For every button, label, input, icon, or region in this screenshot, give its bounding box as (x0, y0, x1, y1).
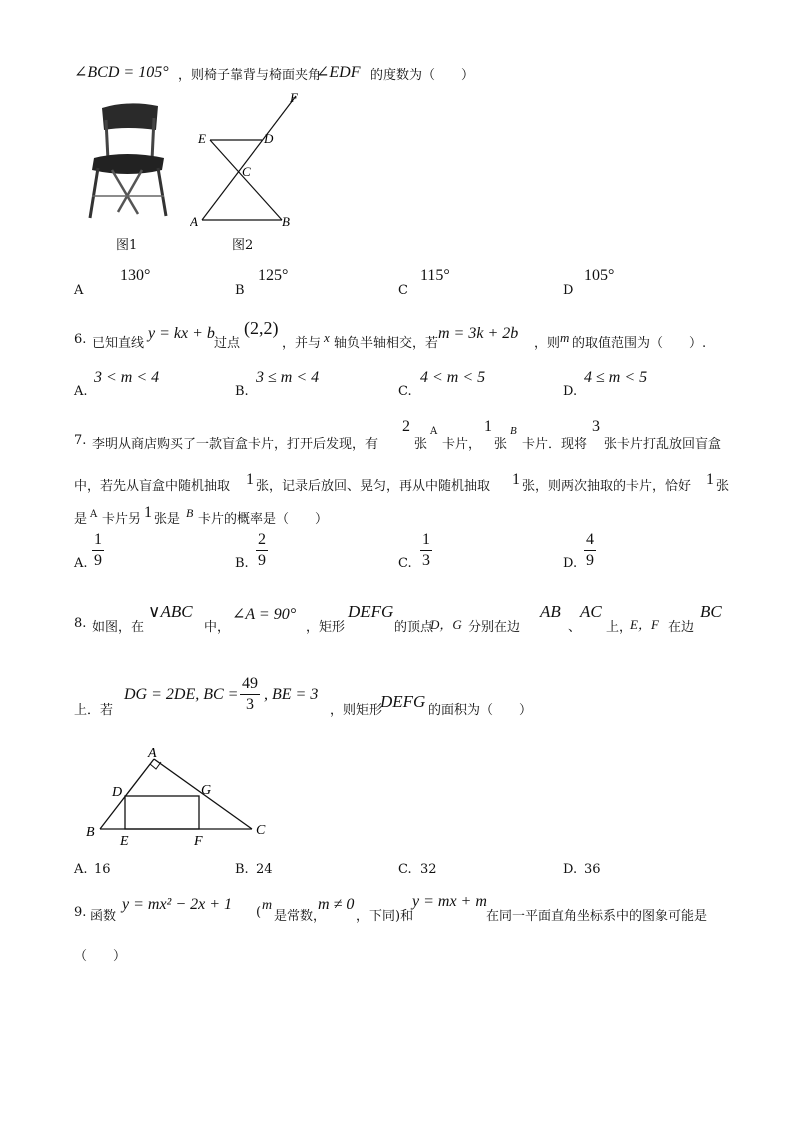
q5-text-tail: 的度数为（ ） (370, 68, 475, 83)
q7-card-b2: B (186, 506, 194, 520)
q8-fig-label-c: C (256, 823, 266, 838)
q7-option-a-den: 9 (94, 552, 102, 569)
q7-line1-d: 张 (494, 437, 508, 452)
q7-line3-c: 张是 (154, 512, 181, 527)
q7-option-c-letter[interactable]: C. (398, 556, 412, 571)
q6-line-equation: y = kx + b (148, 325, 215, 342)
q6-option-b-letter[interactable]: B. (235, 384, 249, 399)
q6-x: x (324, 330, 330, 345)
q8-figure (80, 744, 280, 850)
q7-option-b-letter[interactable]: B. (235, 556, 249, 571)
q8-option-d-letter[interactable]: D. (563, 862, 578, 877)
q7-num-1e: 1 (144, 504, 152, 521)
q7-option-d-fraction[interactable] (584, 532, 596, 569)
q7-line3-a: 是 (74, 512, 88, 527)
q6-option-c-letter[interactable]: C. (398, 384, 412, 399)
q7-option-b-den: 9 (258, 552, 266, 569)
q7-line1-f: 张卡片打乱放回盲盒 (604, 437, 722, 452)
q7-line3-d: 卡片的概率是（ ） (198, 512, 329, 527)
q9-text-4: ，下同)和 (356, 909, 414, 924)
q8-text-6: 、 (568, 620, 582, 635)
q5-option-c-value[interactable]: 115° (420, 267, 450, 284)
q7-line1-a: 李明从商店购买了一款盲盒卡片，打开后发现，有 (92, 437, 379, 452)
q5-option-c-letter[interactable]: C (398, 283, 408, 298)
q6-text-3: ，并与 (282, 336, 322, 351)
q7-option-d-num: 4 (584, 532, 596, 551)
q8-side-bc: BC (700, 602, 722, 621)
fig2-label-b: B (282, 214, 290, 229)
q8-text-8: 在边 (668, 620, 695, 635)
q6-option-a-letter[interactable]: A. (74, 384, 88, 399)
q8-text-4: 的顶点 (394, 620, 434, 635)
q6-number: 6. (74, 332, 87, 347)
q9-text-2: ( (256, 905, 262, 920)
q5-option-a-value[interactable]: 130° (120, 267, 151, 284)
q8-option-c-letter[interactable]: C. (398, 862, 412, 877)
q8-line2-b: ，则矩形 (330, 703, 383, 718)
q7-card-a: A (430, 426, 438, 437)
q7-option-d-den: 9 (586, 552, 594, 569)
q8-text-3: ，矩形 (306, 620, 346, 635)
q7-line1-e: 卡片．现将 (522, 437, 588, 452)
q9-condition: m ≠ 0 (318, 896, 355, 913)
q6-text-4: 轴负半轴相交，若 (334, 336, 439, 351)
q7-line3-b: 卡片另 (102, 512, 142, 527)
q8-line2-a: 上．若 (74, 703, 114, 718)
q8-text-1: 如图，在 (92, 620, 145, 635)
q8-side-ab: AB (540, 602, 561, 621)
q8-side-ac: AC (580, 602, 602, 621)
fig1-caption: 图1 (116, 238, 138, 253)
q8-fig-label-e: E (120, 834, 129, 849)
q8-text-2: 中， (204, 620, 231, 635)
q9-text-5: 在同一平面直角坐标系中的图象可能是 (486, 909, 708, 924)
fig2-label-d: D (264, 131, 274, 146)
q8-bc-fraction (240, 676, 260, 713)
q8-fig-label-f: F (194, 834, 203, 849)
q7-card-b: B (510, 425, 517, 437)
q8-condition-2: , BE = 3 (264, 686, 319, 703)
q8-frac-den: 3 (246, 696, 254, 713)
q6-option-c-value[interactable]: 4 < m < 5 (420, 369, 486, 386)
q8-fig-label-d: D (112, 785, 123, 800)
q8-option-a-value[interactable]: 16 (94, 862, 111, 877)
q5-option-b-letter[interactable]: B (235, 283, 245, 298)
q8-fig-label-g: G (201, 783, 212, 798)
q8-fig-label-b: B (86, 825, 95, 840)
chair-figure (78, 100, 178, 222)
q9-number: 9. (74, 905, 87, 920)
fig2-label-c: C (242, 164, 251, 179)
q7-line2-b: 张，记录后放回、晃匀，再从中随机抽取 (256, 479, 491, 494)
q7-num-3: 3 (592, 418, 600, 435)
q7-option-c-num: 1 (420, 532, 432, 551)
q8-rect: DEFG (348, 602, 394, 621)
q8-condition-1: DG = 2DE, BC = (124, 686, 239, 703)
q7-num-1b: 1 (246, 471, 254, 488)
q6-option-d-letter[interactable]: D. (563, 384, 578, 399)
q8-text-5: 分别在边 (468, 620, 521, 635)
q7-num-1c: 1 (512, 471, 520, 488)
q9-function-1: y = mx² − 2x + 1 (122, 896, 233, 913)
q6-option-d-value[interactable]: 4 ≤ m < 5 (584, 369, 648, 386)
q8-option-d-value[interactable]: 36 (584, 862, 601, 877)
q5-option-d-letter[interactable]: D (563, 283, 574, 298)
q9-text-1: 函数 (90, 909, 117, 924)
q7-line2-d: 张 (716, 479, 730, 494)
q6-m-equation: m = 3k + 2b (438, 325, 519, 342)
q7-card-a2: A (90, 509, 98, 520)
q6-text-5: ，则 (534, 336, 561, 351)
q7-option-d-letter[interactable]: D. (563, 556, 578, 571)
q6-text-1: 已知直线 (92, 336, 145, 351)
fig2-label-f: F (290, 90, 298, 105)
q6-point: (2,2) (244, 318, 279, 338)
q7-option-c-den: 3 (422, 552, 430, 569)
q7-option-b-fraction[interactable] (256, 532, 268, 569)
q6-option-b-value[interactable]: 3 ≤ m < 4 (256, 369, 320, 386)
q7-line2-a: 中，若先从盲盒中随机抽取 (74, 479, 231, 494)
q9-m: m (262, 898, 273, 913)
q7-num-1d: 1 (706, 471, 714, 488)
q7-option-a-num: 1 (92, 532, 104, 551)
q8-points-dg: D，G (430, 617, 462, 632)
q6-text-6: 的取值范围为（ ）. (572, 336, 707, 351)
q5-option-a-letter[interactable]: A (74, 283, 84, 298)
q5-angle-edf: ∠EDF (316, 64, 361, 81)
q7-num-2: 2 (402, 418, 410, 435)
q8-option-a-letter[interactable]: A. (74, 862, 88, 877)
q6-text-2: 过点 (214, 336, 241, 351)
fig2-label-e: E (198, 131, 206, 146)
q8-option-c-value[interactable]: 32 (420, 862, 437, 877)
q7-option-a-fraction[interactable] (92, 532, 104, 569)
q8-option-b-value[interactable]: 24 (256, 862, 273, 877)
fig2-label-a: A (190, 214, 198, 229)
q8-points-ef: E，F (630, 617, 659, 632)
q7-line2-c: 张，则两次抽取的卡片，恰好 (522, 479, 692, 494)
q8-angle-a: ∠A = 90° (232, 606, 297, 623)
q8-rect-2: DEFG (380, 692, 426, 711)
q5-option-d-value[interactable]: 105° (584, 267, 615, 284)
q6-m: m (560, 330, 570, 345)
q8-number: 8. (74, 616, 87, 631)
q8-fig-label-a: A (148, 746, 157, 761)
q7-line1-c: 卡片， (442, 437, 482, 452)
q5-text: ，则椅子靠背与椅面夹角 (178, 68, 322, 83)
q8-line2-c: 的面积为（ ） (428, 703, 533, 718)
q5-option-b-value[interactable]: 125° (258, 267, 289, 284)
q7-num-1: 1 (484, 418, 492, 435)
q9-function-2: y = mx + m (412, 893, 487, 910)
q9-text-3: 是常数， (274, 909, 327, 924)
q7-option-b-num: 2 (256, 532, 268, 551)
q8-option-b-letter[interactable]: B. (235, 862, 249, 877)
q5-angle-bcd: ∠BCD = 105° (74, 64, 169, 81)
q6-option-a-value[interactable]: 3 < m < 4 (94, 369, 160, 386)
fig2-caption: 图2 (232, 238, 254, 253)
q7-line1-b: 张 (414, 437, 428, 452)
q7-number: 7. (74, 433, 87, 448)
q7-option-c-fraction[interactable] (420, 532, 432, 569)
q7-option-a-letter[interactable]: A. (74, 556, 88, 571)
q8-text-7: 上， (606, 620, 633, 635)
q8-frac-num: 49 (240, 676, 260, 695)
q8-triangle: ∨ABC (148, 602, 193, 621)
fig2-diagram (190, 90, 310, 235)
q9-line-2: （ ） (74, 949, 127, 964)
